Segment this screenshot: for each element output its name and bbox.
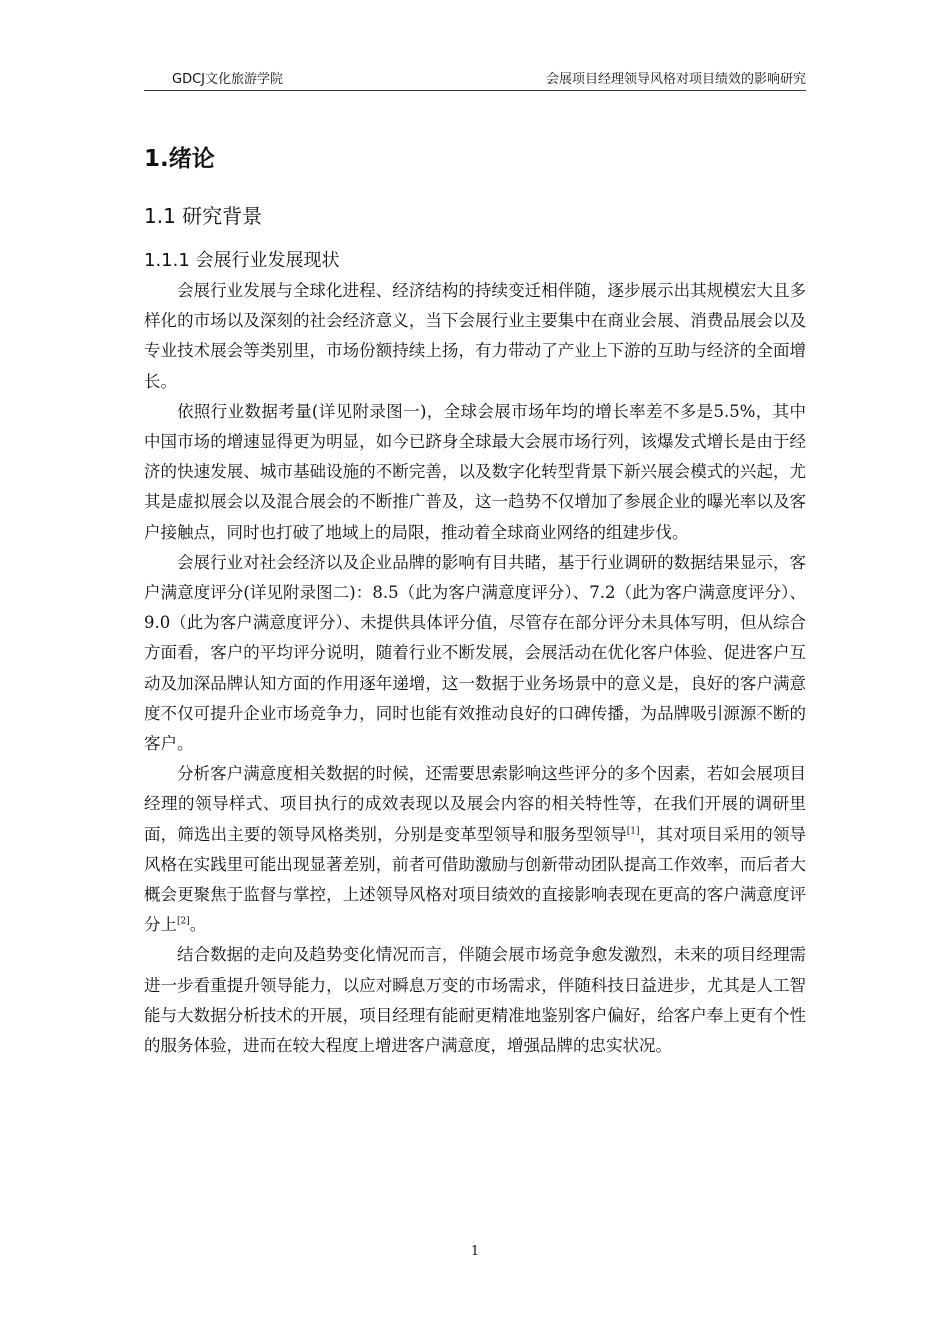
paragraph-4 xyxy=(144,759,806,940)
subsection-heading: 1.1.1 会展行业发展现状 xyxy=(144,250,340,271)
paragraph-3: 会展行业对社会经济以及企业品牌的影响有目共睹，基于行业调研的数据结果显示，客户满意度评分(详见附录图二)：8.5（此为客户满意度评分）、7.2（此为客户满意度评分）、9.0（此为客户满意度评分）、未提供具体评分值，尽管存在部分评分未具体写明，但从综合方面看，客户的平均评分说明，随着行业不断发展，会展活动在优化客户体验、促进客户互动及加深品牌认知方面的作用逐年递增，这一数据于业务场景中的意义是，良好的客户满意度不仅可提升企业市场竞争力，同时也能有效推动良好的口碑传播，为品牌吸引源源不断的客户。 xyxy=(144,552,806,754)
paragraph-4-part-1: 分析客户满意度相关数据的时候，还需要思索影响这些评分的多个因素，若如会展项目经理的领导样式、项目执行的成效表现以及展会内容的相关特性等，在我们开展的调研里面，筛选出主要的领导风格类别，分别是变革型领导和服务型领导 xyxy=(144,764,806,844)
body-text xyxy=(144,276,806,1061)
paragraph-4-part-2: ，其对项目采用的领导风格在实践里可能出现显著差别，前者可借助激励与创新带动团队提高工作效率，而后者大概会更聚焦于监督与掌控，上述领导风格对项目绩效的直接影响表现在更高的客户满意度评分上 xyxy=(144,824,807,935)
header-thesis-title: 会展项目经理领导风格对项目绩效的影响研究 xyxy=(545,72,806,87)
section-heading: 1.1 研究背景 xyxy=(144,204,263,228)
page-header xyxy=(144,66,806,91)
paragraph-1: 会展行业发展与全球化进程、经济结构的持续变迁相伴随，逐步展示出其规模宏大且多样化的市场以及深刻的社会经济意义，当下会展行业主要集中在商业会展、消费品展会以及专业技术展会等类别里，市场份额持续上扬，有力带动了产业上下游的互助与经济的全面增长。 xyxy=(144,281,806,391)
chapter-heading: 1.绪论 xyxy=(144,146,215,172)
header-institution: GDCJ文化旅游学院 xyxy=(172,72,283,87)
page-number: 1 xyxy=(470,1244,480,1259)
citation-1: [1] xyxy=(626,826,640,837)
citation-2: [2] xyxy=(177,916,190,927)
paragraph-2: 依照行业数据考量(详见附录图一)，全球会展市场年均的增长率差不多是5.5%，其中中国市场的增速显得更为明显，如今已跻身全球最大会展市场行列，该爆发式增长是由于经济的快速发展、城市基础设施的不断完善，以及数字化转型背景下新兴展会模式的兴起，尤其是虚拟展会以及混合展会的不断推广普及，这一趋势不仅增加了参展企业的曝光率以及客户接触点，同时也打破了地域上的局限，推动着全球商业网络的组建步伐。 xyxy=(144,401,806,542)
paragraph-5: 结合数据的走向及趋势变化情况而言，伴随会展市场竞争愈发激烈，未来的项目经理需进一步看重提升领导能力，以应对瞬息万变的市场需求，伴随科技日益进步，尤其是人工智能与大数据分析技术的开展，项目经理有能耐更精准地鉴别客户偏好，给客户奉上更有个性的服务体验，进而在较大程度上增进客户满意度，增强品牌的忠实状况。 xyxy=(144,945,806,1056)
paragraph-4-part-3: 。 xyxy=(189,915,207,935)
